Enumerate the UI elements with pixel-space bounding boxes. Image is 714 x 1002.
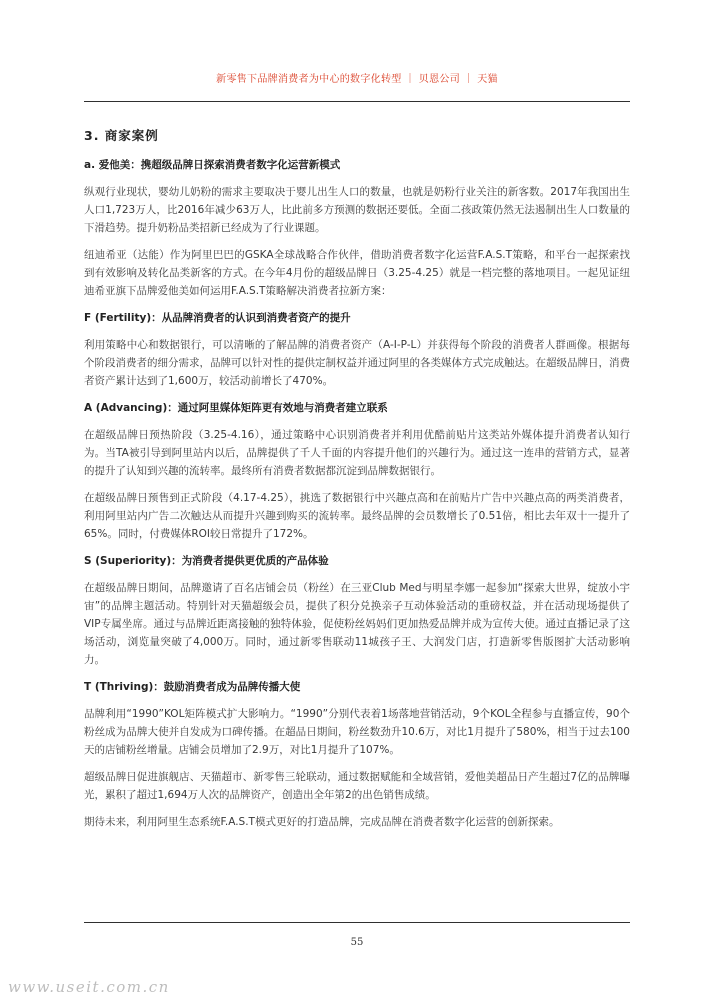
footer-divider (84, 922, 630, 923)
running-header: 新零售下品牌消费者为中心的数字化转型 ｜ 贝恩公司 ｜ 天猫 (216, 74, 498, 85)
header-divider (84, 101, 630, 102)
paragraph: 在超级品牌日期间，品牌邀请了百名店铺会员（粉丝）在三亚Club Med与明星李娜一起参加“探索大世界，绽放小宇宙”的品牌主题活动。特别针对天猫超级会员，提供了积分兑换亲子互动体验活动的重磅权益，并在活动现场提供了VIP专属坐席。通过与品牌近距离接触的独特体验，促使粉丝妈妈们更加热爱品牌并成为宣传大使。通过直播记录了这场活动，浏览量突破了4,000万。同时，通过新零售联动11城孩子王、大润发门店，打造新零售版图扩大活动影响力。 (84, 582, 630, 666)
subheading-advancing: A (Advancing)：通过阿里媒体矩阵更有效地与消费者建立联系 (84, 402, 388, 414)
subheading-thriving: T (Thriving)：鼓励消费者成为品牌传播大使 (84, 681, 301, 693)
paragraph: 纽迪希亚（达能）作为阿里巴巴的GSKA全球战略合作伙伴，借助消费者数字化运营F.A.S.T策略，和平台一起探索找到有效影响及转化品类新客的方式。在今年4月份的超级品牌日（3.25-4.25）就是一档完整的落地项目。一起见证纽迪希亚旗下品牌爱他美如何运用F.A.S.T策略解决消费者拉新方案： (84, 249, 630, 297)
watermark: www.useit.com.cn (8, 978, 170, 996)
paragraph: 在超级品牌日预热阶段（3.25-4.16），通过策略中心识别消费者并利用优酷前贴片这类站外媒体提升消费者认知行为。当TA被引导到阿里站内以后，品牌提供了千人千面的内容提升他们的兴趣行为。通过这一连串的营销方式，显著的提升了认知到兴趣的流转率。最终所有消费者数据都沉淀到品牌数据银行。 (84, 429, 630, 477)
paragraph: 纵观行业现状，婴幼儿奶粉的需求主要取决于婴儿出生人口的数量，也就是奶粉行业关注的新客数。2017年我国出生人口1,723万人，比2016年减少63万人，比此前多方预测的数据还要低。全面二孩政策仍然无法遏制出生人口数量的下滑趋势。提升奶粉品类招新已经成为了行业课题。 (84, 186, 630, 234)
case-title: a. 爱他美：携超级品牌日探索消费者数字化运营新模式 (84, 159, 341, 171)
paragraph: 利用策略中心和数据银行，可以清晰的了解品牌的消费者资产（A-I-P-L）并获得每个阶段的消费者人群画像。根据每个阶段消费者的细分需求，品牌可以针对性的提供定制权益并通过阿里的各类媒体方式完成触达。在超级品牌日，消费者资产累计达到了1,600万，较活动前增长了470%。 (84, 339, 630, 387)
subheading-fertility: F (Fertility)：从品牌消费者的认识到消费者资产的提升 (84, 312, 351, 324)
subheading-superiority: S (Superiority)：为消费者提供更优质的产品体验 (84, 555, 329, 567)
paragraph: 超级品牌日促进旗舰店、天猫超市、新零售三轮联动，通过数据赋能和全域营销，爱他美超品日产生超过7亿的品牌曝光，累积了超过1,694万人次的品牌资产，创造出全年第2的出色销售成绩。 (84, 771, 630, 801)
paragraph: 品牌利用“1990”KOL矩阵模式扩大影响力。“1990”分别代表着1场落地营销活动，9个KOL全程参与直播宣传，90个粉丝成为品牌大使并自发成为口碑传播。在超品日期间，粉丝数劲升10.6万，对比1月提升了580%，相当于过去100天的店铺粉丝增量。店铺会员增加了2.9万，对比1月提升了107%。 (84, 708, 630, 756)
page-content (84, 126, 630, 840)
page-number: 55 (350, 937, 364, 948)
section-title: 3. 商家案例 (84, 128, 159, 143)
paragraph: 期待未来，利用阿里生态系统F.A.S.T模式更好的打造品牌，完成品牌在消费者数字化运营的创新探索。 (84, 816, 560, 828)
paragraph: 在超级品牌日预售到正式阶段（4.17-4.25），挑选了数据银行中兴趣点高和在前贴片广告中兴趣点高的两类消费者，利用阿里站内广告二次触达从而提升兴趣到购买的流转率。最终品牌的会员数增长了0.51倍，相比去年双十一提升了65%。同时，付费媒体ROI较日常提升了172%。 (84, 492, 630, 540)
